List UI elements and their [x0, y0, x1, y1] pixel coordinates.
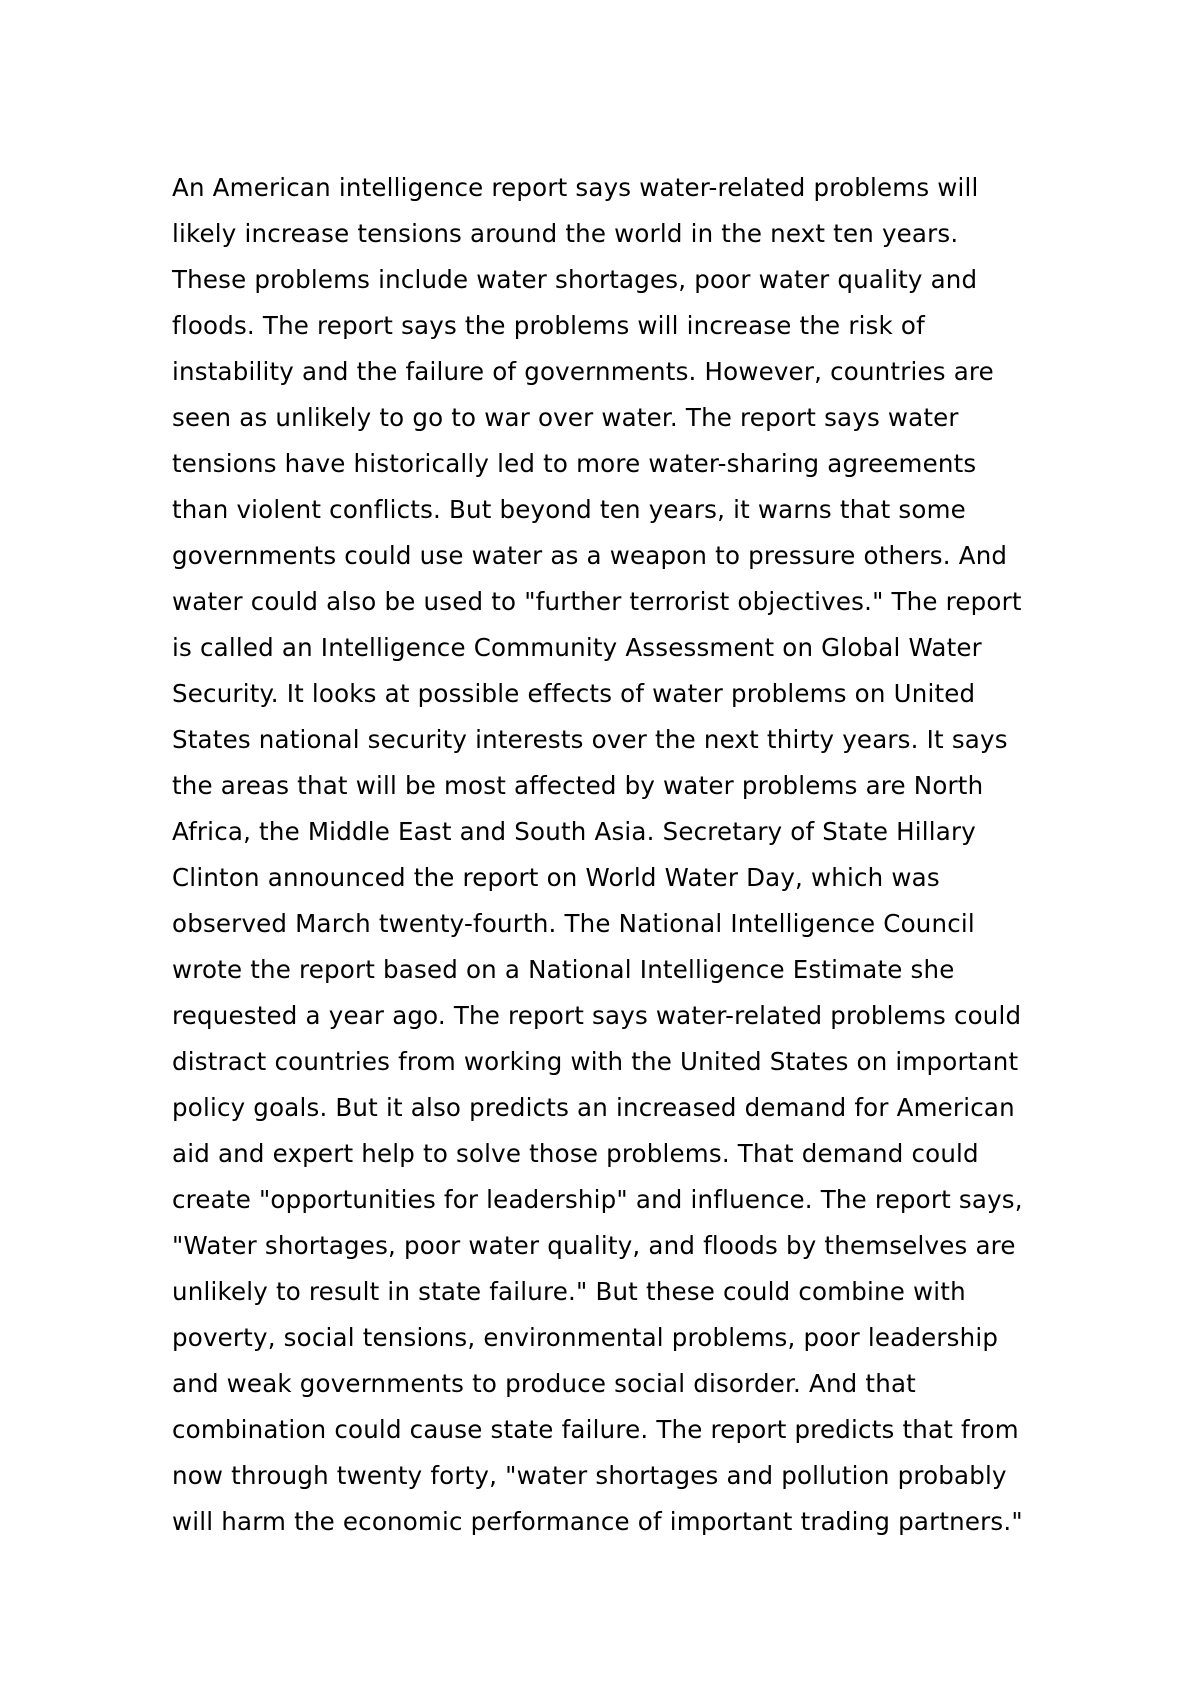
text-line: requested a year ago. The report says water-related problems could [172, 1001, 1022, 1030]
text-line: States national security interests over the next thirty years. It says [172, 725, 1008, 754]
text-line: aid and expert help to solve those problems. That demand could [172, 1139, 979, 1168]
text-line: governments could use water as a weapon to pressure others. And [172, 541, 1008, 570]
text-line: observed March twenty-fourth. The National Intelligence Council [172, 909, 975, 938]
text-line: Africa, the Middle East and South Asia. Secretary of State Hillary [172, 817, 976, 846]
text-line: will harm the economic performance of important trading partners." [172, 1507, 1023, 1536]
text-line: seen as unlikely to go to war over water. The report says water [172, 403, 959, 432]
text-line: These problems include water shortages, poor water quality and [172, 265, 978, 294]
text-line: distract countries from working with the United States on important [172, 1047, 1019, 1076]
text-line: combination could cause state failure. The report predicts that from [172, 1415, 1019, 1444]
text-line: now through twenty forty, "water shortages and pollution probably [172, 1461, 1007, 1490]
text-line: than violent conflicts. But beyond ten years, it warns that some [172, 495, 966, 524]
text-line: create "opportunities for leadership" and influence. The report says, [172, 1185, 1023, 1214]
text-line: instability and the failure of governments. However, countries are [172, 357, 994, 386]
text-line: Security. It looks at possible effects of water problems on United [172, 679, 976, 708]
text-line: poverty, social tensions, environmental problems, poor leadership [172, 1323, 999, 1352]
text-line: Clinton announced the report on World Water Day, which was [172, 863, 940, 892]
text-line: unlikely to result in state failure." But these could combine with [172, 1277, 966, 1306]
text-line: policy goals. But it also predicts an increased demand for American [172, 1093, 1015, 1122]
text-line: likely increase tensions around the world in the next ten years. [172, 219, 959, 248]
text-line: and weak governments to produce social disorder. And that [172, 1369, 916, 1398]
text-line: An American intelligence report says water-related problems will [172, 173, 979, 202]
body-paragraph [172, 165, 1092, 1545]
text-line: tensions have historically led to more water-sharing agreements [172, 449, 977, 478]
text-line: wrote the report based on a National Intelligence Estimate she [172, 955, 955, 984]
text-line: the areas that will be most affected by water problems are North [172, 771, 984, 800]
text-line: is called an Intelligence Community Assessment on Global Water [172, 633, 982, 662]
text-line: floods. The report says the problems will increase the risk of [172, 311, 925, 340]
text-line: "Water shortages, poor water quality, and floods by themselves are [172, 1231, 1016, 1260]
text-line: water could also be used to "further terrorist objectives." The report [172, 587, 1022, 616]
